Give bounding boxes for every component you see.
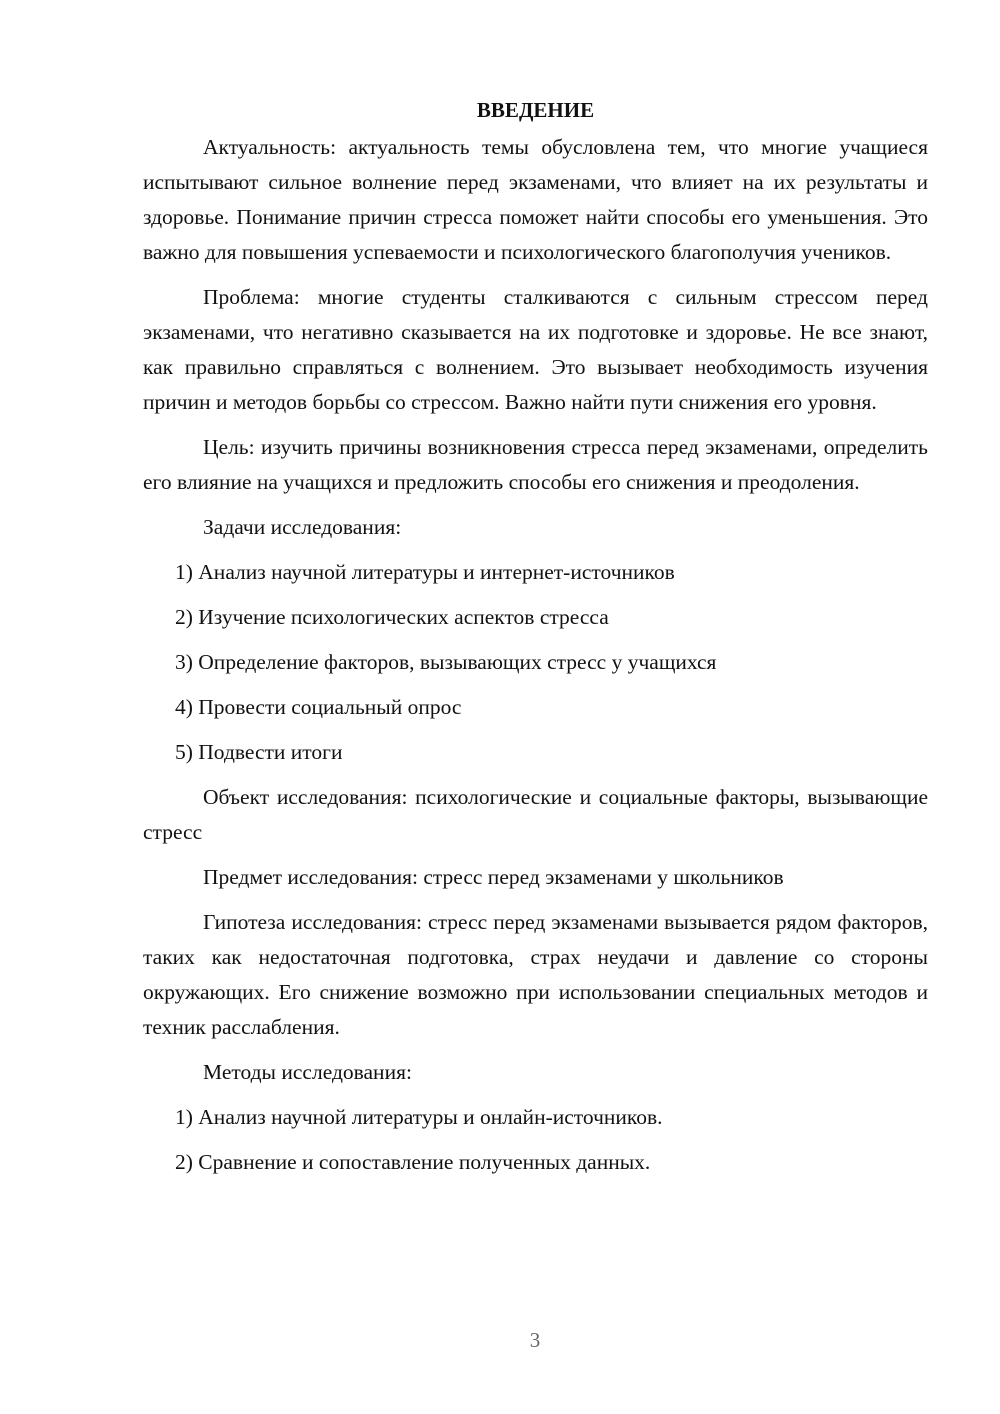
page-number: 3	[529, 1328, 541, 1352]
relevance-paragraph: Актуальность: актуальность темы обусловлена тем, что многие учащиеся испытывают сильное волнение перед экзаменами, что влияет на их результаты и здоровье. Понимание причин стресса поможет найти способы его уменьшения. Это важно для повышения успеваемости и психологического благополучия учеников.	[143, 135, 928, 264]
methods-list	[143, 1100, 928, 1180]
tasks-list	[143, 555, 928, 770]
method-item: 1) Анализ научной литературы и онлайн-источников.	[175, 1105, 663, 1129]
subject-paragraph: Предмет исследования: стресс перед экзаменами у школьников	[203, 865, 784, 889]
task-item: 1) Анализ научной литературы и интернет-источников	[175, 560, 675, 584]
object-paragraph: Объект исследования: психологические и социальные факторы, вызывающие стресс	[143, 785, 928, 844]
methods-heading: Методы исследования:	[203, 1060, 412, 1084]
document-page	[143, 92, 928, 1190]
task-item: 2) Изучение психологических аспектов стресса	[175, 605, 609, 629]
task-item: 5) Подвести итоги	[175, 740, 343, 764]
task-item: 4) Провести социальный опрос	[175, 695, 462, 719]
task-item: 3) Определение факторов, вызывающих стресс у учащихся	[175, 650, 717, 674]
hypothesis-paragraph: Гипотеза исследования: стресс перед экзаменами вызывается рядом факторов, таких как недостаточная подготовка, страх неудачи и давление со стороны окружающих. Его снижение возможно при использовании специальных методов и техник расслабления.	[143, 910, 928, 1039]
document-title: ВВЕДЕНИЕ	[476, 98, 595, 122]
problem-paragraph: Проблема: многие студенты сталкиваются с сильным стрессом перед экзаменами, что негативно сказывается на их подготовке и здоровье. Не все знают, как правильно справляться с волнением. Это вызывает необходимость изучения причин и методов борьбы со стрессом. Важно найти пути снижения его уровня.	[143, 285, 928, 414]
tasks-heading: Задачи исследования:	[203, 515, 402, 539]
goal-paragraph: Цель: изучить причины возникновения стресса перед экзаменами, определить его влияние на учащихся и предложить способы его снижения и преодоления.	[143, 435, 928, 494]
method-item: 2) Сравнение и сопоставление полученных данных.	[175, 1150, 651, 1174]
